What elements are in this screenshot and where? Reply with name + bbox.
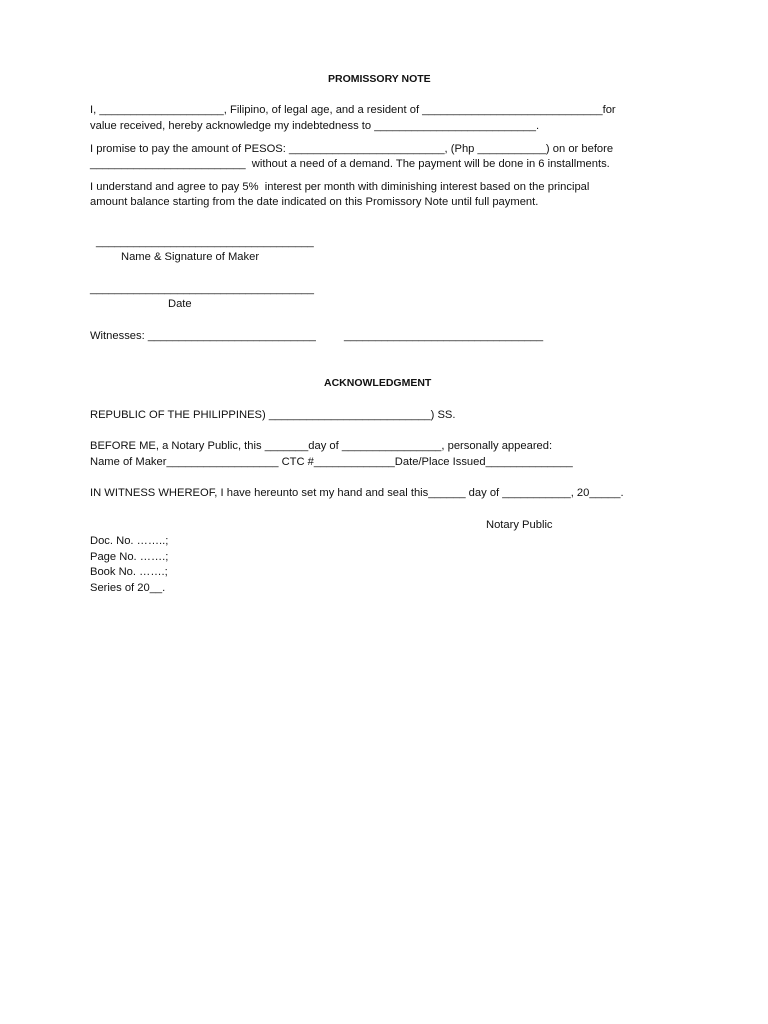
notary-public-label: Notary Public [486, 519, 553, 531]
doc-no-line: Doc. No. ……..; [90, 535, 169, 547]
date-line: ____________________________________ [90, 283, 314, 295]
paragraph-3-line-2: amount balance starting from the date indicated on this Promissory Note until full payment. [90, 196, 539, 208]
series-line: Series of 20__. [90, 582, 166, 594]
date-label: Date [168, 298, 192, 310]
maker-signature-label: Name & Signature of Maker [121, 251, 260, 263]
paragraph-1-line-2: value received, hereby acknowledge my indebtedness to __________________________. [90, 120, 540, 132]
witnesses-line: Witnesses: ___________________________ [90, 330, 316, 342]
in-witness-line: IN WITNESS WHEREOF, I have hereunto set my hand and seal this______ day of ___________, 20_____. [90, 487, 624, 499]
second-witness-line: ________________________________ [344, 330, 544, 342]
document-title: PROMISSORY NOTE [328, 73, 431, 85]
name-of-maker-line: Name of Maker__________________ CTC #_____________Date/Place Issued______________ [90, 456, 573, 468]
paragraph-2-line-1: I promise to pay the amount of PESOS: _________________________, (Php ___________) on or before [90, 143, 614, 155]
paragraph-1-line-1: I, ____________________, Filipino, of legal age, and a resident of _____________________________for [90, 104, 616, 116]
republic-line: REPUBLIC OF THE PHILIPPINES) __________________________) SS. [90, 409, 456, 421]
paragraph-2-line-2: _________________________ without a need of a demand. The payment will be done in 6 installments. [90, 158, 610, 170]
paragraph-3-line-1: I understand and agree to pay 5% interest per month with diminishing interest based on the principal [90, 181, 590, 193]
acknowledgment-title: ACKNOWLEDGMENT [324, 377, 432, 389]
page-no-line: Page No. …….; [90, 551, 169, 563]
maker-signature-line: ___________________________________ [96, 236, 314, 248]
book-no-line: Book No. …….; [90, 566, 168, 578]
before-me-line: BEFORE ME, a Notary Public, this _______day of ________________, personally appeared: [90, 440, 553, 452]
